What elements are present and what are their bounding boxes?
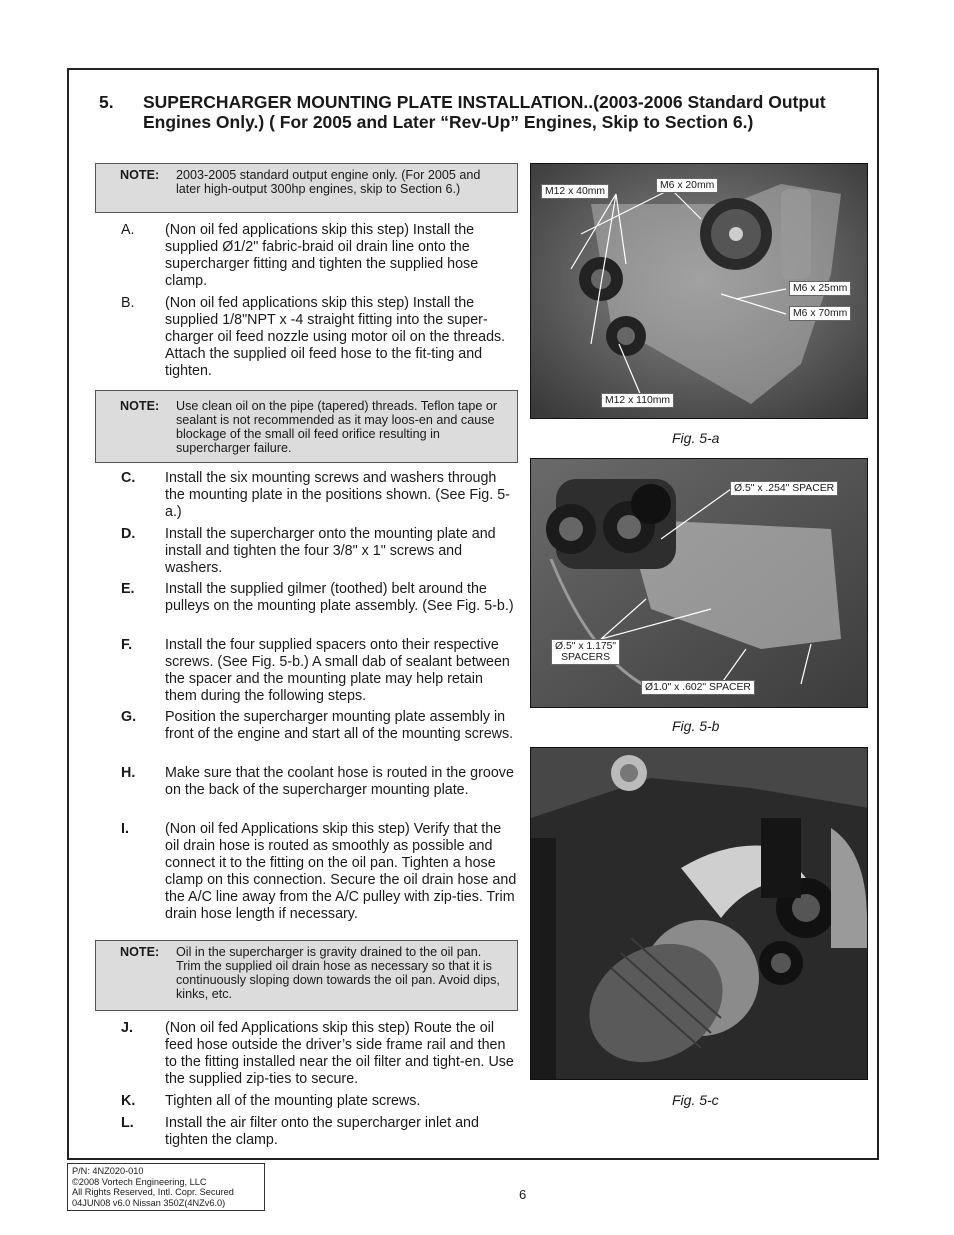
callout-label: M6 x 20mm [656, 178, 718, 193]
step-text: (Non oil fed applications skip this step) Install the supplied 1/8"NPT x -4 straight fitting into the super-charger oil feed nozzle using motor oil on the threads. Attach the supplied oil feed hose to the fit-ting and tighten. [165, 295, 506, 379]
step-text: Install the six mounting screws and washers through the mounting plate in the positions shown. (See Fig. 5-a.) [165, 470, 510, 520]
step-text: Position the supercharger mounting plate assembly in front of the engine and start all of the mounting screws. [165, 709, 514, 742]
footer-line: All Rights Reserved, Intl. Copr. Secured [72, 1187, 234, 1197]
callout-label [551, 639, 620, 665]
step-text: Tighten all of the mounting plate screws. [165, 1093, 421, 1109]
note-text: Oil in the supercharger is gravity drained to the oil pan. Trim the supplied oil drain hose as necessary so that it is continuously sloping down towards the oil pan. Avoid dips, kinks, etc. [176, 945, 500, 1001]
figure-5c-photo [530, 747, 868, 1080]
footer-line: ©2008 Vortech Engineering, LLC [72, 1176, 207, 1187]
callout-label: Ø1.0" x .602" SPACER [641, 680, 755, 695]
note-text: 2003-2005 standard output engine only. (For 2005 and later high-output 300hp engines, skip to Section 6.) [176, 168, 481, 196]
step-letter: A. [121, 222, 135, 238]
footer-line: P/N: 4NZ020-010 [72, 1166, 144, 1176]
callout-line: SPACERS [561, 652, 610, 663]
callout-line: Ø.5" x 1.175" [555, 641, 617, 652]
footer-line: 04JUN08 v6.0 Nissan 350Z(4NZv6.0) [72, 1197, 226, 1208]
section-number: 5. [99, 92, 114, 112]
step-letter: G. [121, 709, 137, 725]
figure-caption: Fig. 5-a [672, 430, 720, 446]
page-number: 6 [519, 1187, 527, 1202]
step-letter: H. [121, 765, 136, 781]
figure-5b-photo [530, 458, 868, 708]
step-letter: L. [121, 1115, 134, 1131]
step-letter: B. [121, 295, 135, 311]
step-text: Install the air filter onto the supercharger inlet and tighten the clamp. [165, 1115, 479, 1148]
callout-label: M6 x 25mm [789, 281, 851, 296]
note-label: NOTE: [120, 168, 160, 182]
step-text: Make sure that the coolant hose is routed in the groove on the back of the supercharger mounting plate. [165, 765, 514, 798]
step-text: (Non oil fed Applications skip this step) Verify that the oil drain hose is routed as smoothly as possible and connect it to the fitting on the oil pan. Tighten a hose clamp on this connection. Secure the oil drain hose and the A/C line away from the A/C pulley with zip-ties. Trim drain hose length if necessary. [165, 821, 517, 922]
step-letter: K. [121, 1093, 136, 1109]
step-letter: F. [121, 637, 133, 653]
note-box [95, 940, 518, 1011]
section-title: SUPERCHARGER MOUNTING PLATE INSTALLATION..(2003-2006 Standard Output Engines Only.) ( For 2005 and Later “Rev-Up” Engines, Skip to Section 6.) [143, 92, 826, 132]
step-text: (Non oil fed Applications skip this step) Route the oil feed hose outside the driver’s side frame rail and then to the fitting installed near the oil filter and tight-en. Use the supplied zip-ties to secure. [165, 1020, 514, 1087]
figure-5a-photo [530, 163, 868, 419]
step-letter: E. [121, 581, 135, 597]
callout-label: M12 x 110mm [601, 393, 674, 408]
step-text: Install the supercharger onto the mounting plate and install and tighten the four 3/8" x 1" screws and washers. [165, 526, 496, 576]
callout-label: Ø.5" x .254" SPACER [730, 481, 838, 496]
callout-label: M6 x 70mm [789, 306, 851, 321]
note-label: NOTE: [120, 945, 160, 959]
footer-copyright-box [67, 1163, 265, 1211]
step-text: Install the four supplied spacers onto their respective screws. (See Fig. 5-b.) A small dab of sealant between the spacer and the mounting plate may help retain them during the following steps. [165, 637, 510, 704]
step-letter: C. [121, 470, 136, 486]
figure-caption: Fig. 5-c [672, 1092, 719, 1108]
supercharger-plate-assembly-image [531, 459, 868, 708]
figure-caption: Fig. 5-b [672, 718, 720, 734]
callout-label: M12 x 40mm [541, 184, 609, 199]
step-letter: I. [121, 821, 129, 837]
note-label: NOTE: [120, 399, 160, 413]
note-box [95, 163, 518, 213]
engine-bay-installed-image [531, 748, 868, 1080]
step-text: Install the supplied gilmer (toothed) belt around the pulleys on the mounting plate assembly. (See Fig. 5-b.) [165, 581, 514, 614]
step-letter: J. [121, 1020, 133, 1036]
step-letter: D. [121, 526, 136, 542]
step-text: (Non oil fed applications skip this step) Install the supplied Ø1/2" fabric-braid oil drain line onto the supercharger fitting and tighten the supplied hose clamp. [165, 222, 479, 289]
note-box [95, 390, 518, 463]
note-text: Use clean oil on the pipe (tapered) threads. Teflon tape or sealant is not recommended as it may loos-en and cause blockage of the small oil feed orifice resulting in supercharger failure. [176, 399, 498, 455]
